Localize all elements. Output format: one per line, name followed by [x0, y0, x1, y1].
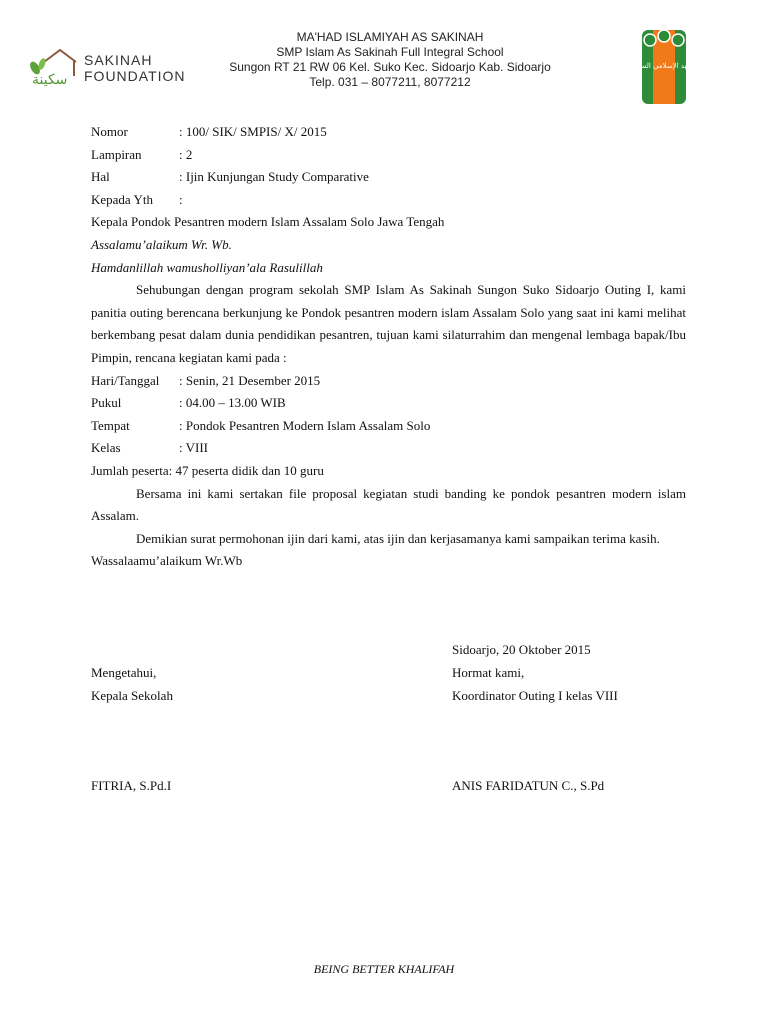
kepada-row [91, 189, 686, 212]
pukul-label: Pukul [91, 395, 122, 411]
koordinator-title: Koordinator Outing I kelas VIII [452, 688, 618, 703]
pukul-value: : 04.00 – 13.00 WIB [179, 395, 286, 411]
lampiran-row [91, 144, 686, 167]
kelas-row [91, 437, 686, 460]
hal-label: Hal [91, 169, 110, 185]
logo-text-line2: FOUNDATION [84, 68, 186, 84]
coordinator-name: ANIS FARIDATUN C., S.Pd [452, 778, 605, 793]
footer-motto: BEING BETTER KHALIFAH [313, 962, 455, 976]
pukul-row [91, 392, 686, 415]
school-subtitle: SMP Islam As Sakinah Full Integral School [276, 45, 504, 59]
lampiran-value: : 2 [179, 146, 193, 162]
kepada-label: Kepada Yth [91, 191, 153, 207]
mahad-emblem-icon [628, 26, 700, 108]
hari-label: Hari/Tanggal [91, 372, 160, 388]
school-name: MA'HAD ISLAMIYAH AS SAKINAH [296, 30, 484, 44]
nomor-label: Nomor [91, 124, 128, 139]
letterhead [0, 0, 768, 115]
kepala-sekolah-title: Kepala Sekolah [91, 688, 173, 703]
letter-body [91, 121, 686, 573]
jumlah-peserta: Jumlah peserta: 47 peserta didik dan 10 guru [91, 462, 324, 478]
kepada-value: : [179, 191, 183, 207]
recipient-line: Kepala Pondok Pesantren modern Islam Assalam Solo Jawa Tengah [91, 214, 445, 230]
mahad-arabic-text: المعهد الإسلامي السكينة [628, 62, 700, 70]
hamdalah-line: Hamdanlillah wamusholliyan’ala Rasulillah [91, 259, 323, 275]
nomor-value: : 100/ SIK/ SMPIS/ X/ 2015 [179, 124, 327, 139]
logo-text-line1: SAKINAH [84, 52, 153, 68]
place-date: Sidoarjo, 20 Oktober 2015 [452, 642, 591, 657]
mahad-logo [628, 26, 700, 108]
school-phone: Telp. 031 – 8077211, 8077212 [309, 75, 471, 89]
tempat-value: : Pondok Pesantren Modern Islam Assalam Solo [179, 417, 431, 433]
kelas-label: Kelas [91, 440, 121, 456]
school-address: Sungon RT 21 RW 06 Kel. Suko Kec. Sidoarjo Kab. Sidoarjo [229, 60, 551, 74]
principal-name: FITRIA, S.Pd.I [91, 778, 172, 793]
kelas-value: : VIII [179, 440, 209, 456]
lampiran-label: Lampiran [91, 146, 142, 162]
tempat-label: Tempat [91, 417, 130, 433]
hal-value: : Ijin Kunjungan Study Comparative [179, 169, 369, 185]
tempat-row [91, 415, 686, 438]
paragraph-proposal: Bersama ini kami sertakan file proposal kegiatan studi banding ke pondok pesantren modern islam Assalam. [91, 485, 686, 524]
hari-row [91, 370, 686, 393]
sakinah-foundation-logo [26, 46, 191, 92]
hormat-kami-label: Hormat kami, [452, 665, 525, 680]
logo-arabic-text: سكينة [32, 72, 68, 88]
logo-text [84, 52, 186, 84]
nomor-row [91, 121, 686, 144]
paragraph-intro: Sehubungan dengan program sekolah SMP Islam As Sakinah Sungon Suko Sidoarjo Outing I, kami panitia outing berencana berkunjung ke Pondok pesantren modern islam Assalam Solo yang saat ini kami melihat berkembang pesat dalam dunia pendidikan pesantren, tujuan kami silaturrahim dan mengenal lembaga bapak/Ibu Pimpin, rencana kegiatan kami pada : [91, 282, 686, 365]
school-info [210, 30, 570, 90]
house-leaf-icon [26, 48, 82, 88]
hal-row [91, 166, 686, 189]
paragraph-closing: Demikian surat permohonan ijin dari kami, atas ijin dan kerjasamanya kami sampaikan terima kasih. [136, 530, 660, 546]
closing-greeting: Wassalaamu’alaikum Wr.Wb [91, 553, 243, 569]
mengetahui-label: Mengetahui, [91, 665, 157, 680]
salam-line: Assalamu’alaikum Wr. Wb. [91, 236, 232, 252]
hari-value: : Senin, 21 Desember 2015 [179, 372, 321, 388]
